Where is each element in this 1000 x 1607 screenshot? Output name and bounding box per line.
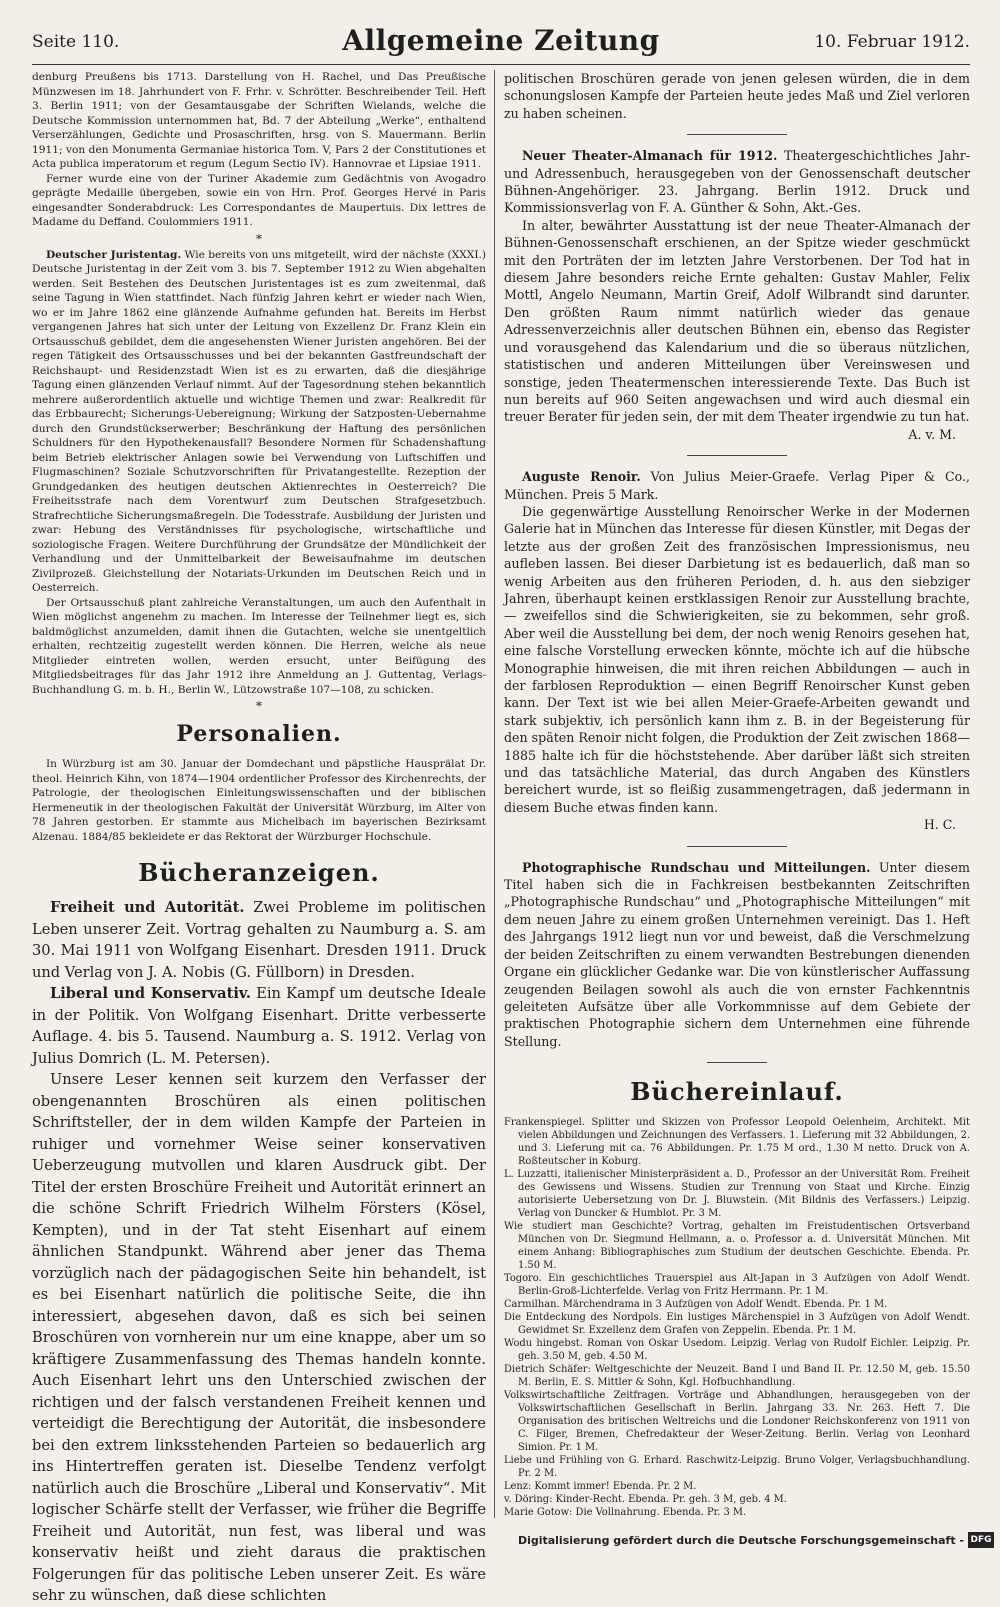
article-paragraph: [32, 248, 486, 596]
article-paragraph: Der Ortsausschuß plant zahlreiche Veranstaltungen, um auch den Aufenthalt in Wien möglichst angenehm zu machen. Im Interesse der Teilnehmer liegt es, sich baldmöglichst anzumelden, damit ihnen die Gutachten, welche sie unentgeltlich erhalten, rechtzeitig zugestellt werden können. Die Herren, welche als neue Mitglieder eintreten wollen, werden ersucht, unter Beifügung des Mitgliedsbeitrages für das Jahr 1912 ihre Anmeldung an J. Guttentag, Verlags-Buchhandlung G. m. b. H., Berlin W., Lützowstraße 107—108, zu schicken.: [32, 596, 486, 696]
book-list-item: Die Entdeckung des Nordpols. Ein lustiges Märchenspiel in 3 Aufzügen von Adolf Wendt. Gewidmet Sr. Exzellenz dem Grafen von Zeppelin. Ebenda. Pr. 1 M.: [504, 1312, 970, 1337]
issue-date: 10. Februar 1912.: [814, 32, 970, 52]
book-list-item: Frankenspiegel. Splitter und Skizzen von Professor Leopold Oelenheim, Architekt. Mit vielen Abbildungen und Zeichnungen des Verfassers. 1. Lieferung mit 32 Abbildungen, 2. und 3. Lieferung mit ca. 76 Abbildungen. Pr. 1.75 M ord., 1.30 M netto. Druck von A. Roßteutscher in Koburg.: [504, 1117, 970, 1168]
book-list-item: Lenz: Kommt immer! Ebenda. Pr. 2 M.: [504, 1481, 697, 1493]
review-body: Theatergeschichtliches Jahr- und Adressenbuch, herausgegeben von der Genossenschaft deutscher Bühnen-Angehöriger. 23. Jahrgang. Berlin 1912. Druck und Kommissionsverlag von F. A. Günther & Sohn, Akt.-Ges.: [504, 148, 970, 216]
review-title: Photographische Rundschau und Mitteilungen.: [522, 859, 871, 875]
review-paragraph: Unsere Leser kennen seit kurzem den Verfasser der obengenannten Broschüren als einen politischen Schriftsteller, der in dem wilden Kampfe der Parteien in ruhiger und vornehmer Weise seiner konservativen Ueberzeugung mutvollen und klaren Ausdruck gibt. Der Titel der ersten Broschüre Freiheit und Autorität erinnert an die schöne Schrift Friedrich Wilhelm Försters (Kösel, Kempten), und in der Tat steht Eisenhart auf einem ähnlichen Standpunkt. Während aber jener das Thema vorzüglich nach der pädagogischen Seite hin behandelt, ist es bei Eisenhart natürlich die politische Seite, die ihn interessiert, abgesehen davon, daß es sich bei seinen Broschüren von vornherein nur um eine knappe, aber um so kräftigere Zusammenfassung des Themas handeln konnte. Auch Eisenhart lehrt uns den Unterschied zwischen der richtigen und der falsch verstandenen Freiheit kennen und verteidigt die Berechtigung der Autorität, die insbesondere bei den extrem linksstehenden Parteien so bedauerlich arg ins Hintertreffen geraten ist. Dieselbe Tendenz verfolgt natürlich auch die Broschüre „Liberal und Konservativ“. Mit logischer Schärfe stellt der Verfasser, wie früher die Begriffe Freiheit und Autorität, nun fest, was liberal und was konservativ heißt und zieht daraus die praktischen Folgerungen für das politische Leben unserer Zeit. Es wäre sehr zu wünschen, daß diese schlichten: [32, 1071, 486, 1604]
review-entry: [504, 147, 970, 217]
review-entry: [504, 468, 970, 503]
review-entry: [504, 859, 970, 1050]
book-list-item: Liebe und Frühling von G. Erhard. Raschwitz-Leipzig. Bruno Volger, Verlagsbuchhandlung. Pr. 2 M.: [504, 1455, 970, 1480]
section-separator: *: [256, 699, 262, 713]
review-title: Auguste Renoir.: [522, 469, 641, 485]
review-signature: A. v. M.: [908, 426, 956, 442]
masthead: [32, 26, 970, 65]
column-rule: [494, 70, 495, 1518]
section-separator: *: [256, 231, 262, 246]
dfg-logo: DFG: [968, 1532, 994, 1548]
book-list-item: Marie Gotow: Die Vollnahrung. Ebenda. Pr. 3 M.: [504, 1507, 747, 1519]
book-list-item: Wie studiert man Geschichte? Vortrag, gehalten im Freistudentischen Ortsverband München von Dr. Siegmund Hellmann, a. o. Professor a. d. Universität München. Mit einem Anhang: Bibliographisches zum Studium der deutschen Geschichte. Ebenda. Pr. 1.50 M.: [504, 1221, 970, 1272]
review-entry: [32, 897, 486, 983]
article-paragraph: denburg Preußens bis 1713. Darstellung von H. Rachel, und Das Preußische Münzwesen im 18. Jahrhundert von F. Frhr. v. Schrötter. Beschreibender Teil. Heft 3. Berlin 1911; von der Gesamtausgabe der Schriften Wielands, welche die Deutsche Kommission unternommen hat, Bd. 7 der Abteilung „Werke“, enthaltend Verserzählungen, Gedichte und Prosaschriften, hrsg. von S. Mauermann. Berlin 1911; von den Monumenta Germaniae historica Tom. V, Pars 2 der Constitutiones et Acta publica imperatorum et regum (Legum Sectio IV). Hannovrae et Lipsiae 1911.: [32, 71, 486, 170]
review-body: Ein Kampf um deutsche Ideale in der Politik. Von Wolfgang Eisenhart. Dritte verbesserte Auflage. 4. bis 5. Tausend. Naumburg a. S. 1912. Verlag von Julius Domrich (L. M. Petersen).: [32, 985, 487, 1067]
section-divider: [687, 455, 787, 456]
book-list-item: Volkswirtschaftliche Zeitfragen. Vorträge und Abhandlungen, herausgegeben von der Volkswirtschaftlichen Gesellschaft in Berlin. Jahrgang 33. Nr. 263. Heft 7. Die Organisation des britischen Weltreichs und die Londoner Reichskonferenz von 1911 von C. Filger, Bremen, Chefredakteur der Weser-Zeitung. Berlin. Verlag von Leonhard Simion. Pr. 1 M.: [504, 1390, 970, 1454]
review-body: Unter diesem Titel haben sich die in Fachkreisen bestbekannten Zeitschriften „Photographische Rundschau“ und „Photographische Mitteilungen“ mit dem neuen Jahre zu einem großen Unternehmen vereinigt. Das 1. Heft des Jahrgangs 1912 liegt nun vor und beweist, daß die Verschmelzung der beiden Zeitschriften zu einem verwandten Bestrebungen dienenden Organe ein glücklicher Gedanke war. Die von künstlerischer Auffassung zeugenden Beilagen sowohl als auch die von ernster Fachkenntnis geleiteten Aufsätze über alle Vorkommnisse auf dem Gebiete der praktischen Photographie sichern dem Unternehmen eine führende Stellung.: [504, 859, 970, 1049]
review-signature: H. C.: [923, 817, 956, 833]
article-paragraph: In Würzburg ist am 30. Januar der Domdechant und päpstliche Hausprälat Dr. theol. Heinrich Kihn, von 1874—1904 ordentlicher Professor des Kirchenrechts, der Patrologie, der theologischen Einleitungswissenschaften und der biblischen Hermeneutik in der theologischen Fakultät der Universität Würzburg, im Alter von 78 Jahren gestorben. Er stammte aus Michelbach im bayerischen Bezirksamt Alzenau. 1884/85 bekleidete er das Rektorat der Würzburger Hochschule.: [32, 758, 486, 843]
section-heading-buechereinlauf: Büchereinlauf.: [630, 1077, 844, 1107]
book-list-item: v. Döring: Kinder-Recht. Ebenda. Pr. geh. 3 M, geb. 4 M.: [504, 1494, 787, 1506]
funding-notice: Digitalisierung gefördert durch die Deutsche Forschungsgemeinschaft -: [517, 1534, 964, 1547]
book-list-item: L. Luzzatti, italienischer Ministerpräsident a. D., Professor an der Universität Rom. Freiheit des Gewissens und Wissens. Studien zur Trennung von Staat und Kirche. Einzig autorisierte Uebersetzung von Dr. J. Bluwstein. (Mit Bildnis des Verfassers.) Leipzig. Verlag von Duncker & Humblot. Pr. 3 M.: [504, 1169, 970, 1220]
review-paragraph: politischen Broschüren gerade von jenen gelesen würden, die in dem schonungslosen Kampfe der Parteien heute jedes Maß und Ziel verloren zu haben scheinen.: [504, 71, 970, 121]
review-paragraph: Die gegenwärtige Ausstellung Renoirscher Werke in der Modernen Galerie hat in München das Interesse für diesen Künstler, mit Degas der letzte aus der großen Zeit des französischen Impressionismus, neu aufleben lassen. Bei dieser Darbietung ist es bedauerlich, daß man so wenig Arbeiten aus den früheren Perioden, d. h. aus den siebziger Jahren, überhaupt keinen erstklassigen Renoir zur Ausstellung brachte, — zweifellos sind die Schwierigkeiten, sie zu bekommen, sehr groß. Aber weil die Ausstellung bei dem, der noch wenig Renoirs gesehen hat, eine falsche Vorstellung erwecken könnte, möchte ich auf die hübsche Monographie hinweisen, die mit ihren reichen Abbildungen — auch in der farblosen Reproduktion — einen Begriff Renoirscher Kunst geben kann. Der Text ist wie bei allen Meier-Graefe-Arbeiten gewandt und stark subjektiv, ich persönlich kann ihm z. B. in der Begeisterung für den späten Renoir nicht folgen, die Produktion der Zeit zwischen 1868—1885 halte ich für die höchststehende. Aber darüber läßt sich streiten und das tatsächliche Material, das durch Angaben des Künstlers bereichert wurde, ist so fleißig zusammengetragen, daß jedermann in diesem Buche etwas finden kann.: [504, 503, 970, 815]
right-column: [504, 70, 970, 1518]
book-list-item: Carmilhan. Märchendrama in 3 Aufzügen von Adolf Wendt. Ebenda. Pr. 1 M.: [504, 1299, 888, 1311]
review-title: Freiheit und Autorität.: [50, 899, 245, 916]
footer: [0, 1530, 1000, 1554]
left-column: [32, 70, 487, 1604]
review-paragraph: In alter, bewährter Ausstattung ist der neue Theater-Almanach der Bühnen-Genossenschaft erschienen, an der Spitze wieder geschmückt mit den Porträten der im letzten Jahre Verstorbenen. Der Tod hat in diesem Jahre besonders reiche Ernte gehalten: Gustav Mahler, Felix Mottl, Angelo Neumann, Martin Greif, Adolf Wilbrandt sind darunter. Den größten Raum nimmt natürlich wieder das genaue Adressenverzeichnis aller deutschen Bühnen ein, ebenso das Register und vorausgehend das Kalendarium und die so überaus nützlichen, statistischen und anderen Mitteilungen über Vereinswesen und sonstige, jeden Theatermenschen interessierende Texte. Das Buch ist nun bereits auf 960 Seiten angewachsen und wird auch diesmal ein treuer Berater für jeden sein, der mit dem Theater irgendwie zu tun hat.: [504, 217, 970, 425]
review-body: Zwei Probleme im politischen Leben unserer Zeit. Vortrag gehalten zu Naumburg a. S. am 30. Mai 1911 von Wolfgang Eisenhart. Dresden 1911. Druck und Verlag von J. A. Nobis (G. Füllborn) in Dresden.: [32, 899, 486, 981]
section-heading-personalien: Personalien.: [176, 721, 342, 747]
book-list-item: Dietrich Schäfer: Weltgeschichte der Neuzeit. Band I und Band II. Pr. 12.50 M, geb. 15.50 M. Berlin, E. S. Mittler & Sohn, Kgl. Hofbuchhandlung.: [504, 1364, 970, 1389]
section-divider: [687, 846, 787, 847]
review-body: Von Julius Meier-Graefe. Verlag Piper & Co., München. Preis 5 Mark.: [504, 469, 970, 502]
section-heading-buecheranzeigen: Bücheranzeigen.: [138, 858, 380, 887]
section-divider: [687, 134, 787, 135]
section-divider: [707, 1062, 767, 1063]
article-paragraph: Ferner wurde eine von der Turiner Akademie zum Gedächtnis von Avogadro geprägte Medaille übergeben, sowie ein von Hrn. Prof. Georges Hervé in Paris eingesandter Sonderabdruck: Les Correspondantes de Maupertuis. Dix lettres de Madame du Deffand. Coulommiers 1911.: [32, 172, 486, 228]
review-entry: [32, 983, 486, 1069]
book-list-item: Wodu hingebst. Roman von Oskar Usedom. Leipzig. Verlag von Rudolf Eichler. Leipzig. Pr. geh. 3.50 M, geb. 4.50 M.: [504, 1338, 970, 1363]
book-list: [504, 1116, 970, 1519]
article-body: Wie bereits von uns mitgeteilt, wird der nächste (XXXI.) Deutsche Juristentag in der Zeit vom 3. bis 7. September 1912 zu Wien abgehalten werden. Seit Bestehen des Deutschen Juristentages ist es zum zweitenmal, daß seine Tagung in Wien stattfindet. Nach fünfzig Jahren kehrt er wieder nach Wien, wo er im Jahre 1862 eine glänzende Aufnahme gefunden hat. Bereits im Herbst vergangenen Jahres hat sich unter der Leitung von Exzellenz Dr. Franz Klein ein Ortsausschuß gebildet, dem die angesehensten Wiener Juristen angehören. Bei der regen Tätigkeit des Ortsausschusses und bei der bekannten Gastfreundschaft der Reichshaupt- und Residenzstadt Wien ist es zu erwarten, daß die diesjährige Tagung einen glänzenden Verlauf nimmt. Auf der Tagesordnung stehen bekanntlich mehrere außerordentlich aktuelle und wichtige Themen und zwar: Realkredit für das Erbbaurecht; Sicherungs-Uebereignung; Wirkung der Satzposten-Uebernahme durch den Grundstückserwerber; Beschränkung der Haftung des persönlichen Schuldners für den Hypothekenausfall? Besondere Normen für Schadenshaftung beim Betrieb elektrischer Anlagen sowie bei Verwendung von Luftschiffen und Flugmaschinen? Soziale Schutzvorschriften für Privatangestellte. Rezeption der Grundgedanken des heutigen deutschen Aktienrechtes in Oesterreich? Die Freiheitsstrafe nach dem Vorentwurf zum Deutschen Strafgesetzbuch. Strafrechtliche Sicherungsmaßregeln. Die Todesstrafe. Ausbildung der Juristen und zwar: Hebung des Verständnisses für psychologische, wirtschaftliche und soziologische Fragen. Weitere Durchführung der Grundsätze der Mündlichkeit der Verhandlung und der Unmittelbarkeit der Beweisaufnahme im deutschen Zivilprozeß. Gleichstellung der Notariats-Urkunden im Deutschen Reich und in Oesterreich.: [32, 248, 486, 594]
article-lead: Deutscher Juristentag.: [46, 248, 182, 261]
review-title: Neuer Theater-Almanach für 1912.: [522, 148, 778, 164]
page-number: Seite 110.: [32, 32, 120, 52]
book-list-item: Togoro. Ein geschichtliches Trauerspiel aus Alt-Japan in 3 Aufzügen von Adolf Wendt. Berlin-Groß-Lichterfelde. Verlag von Fritz Herrmann. Pr. 1 M.: [504, 1273, 970, 1298]
newspaper-title: Allgemeine Zeitung: [342, 24, 660, 57]
review-title: Liberal und Konservativ.: [50, 985, 251, 1002]
